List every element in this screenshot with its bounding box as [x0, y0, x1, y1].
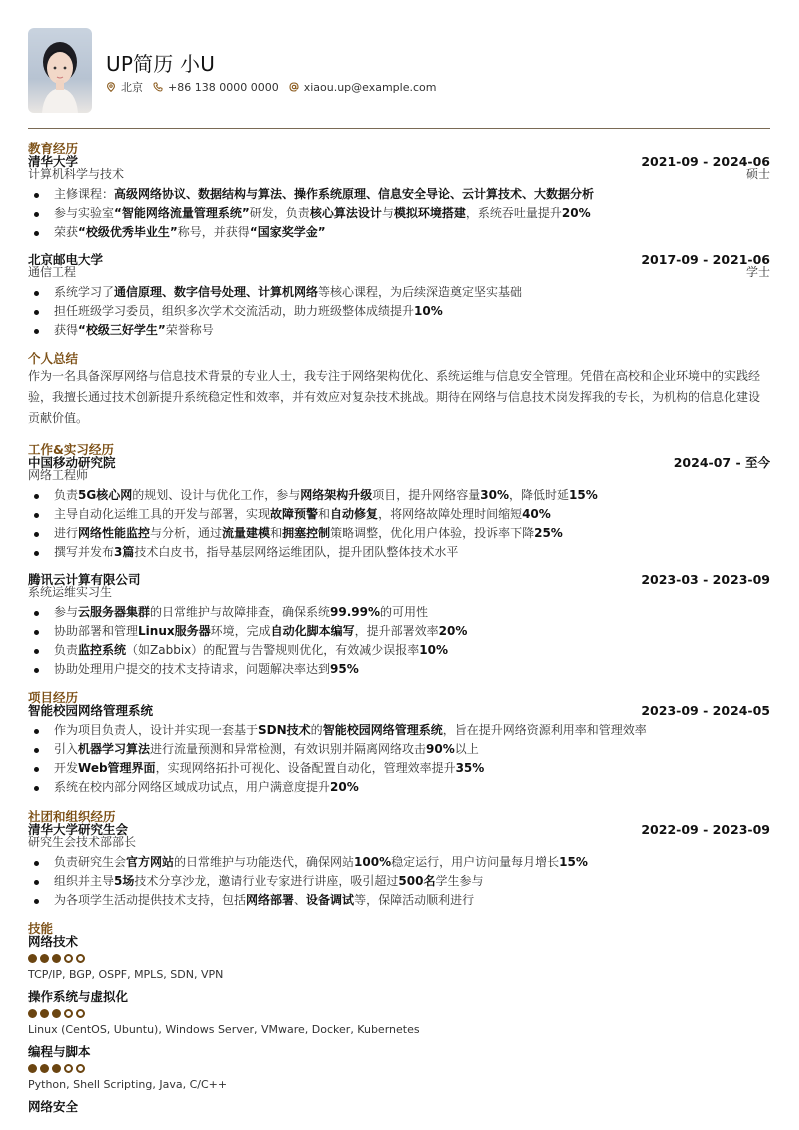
- project-name: 智能校园网络管理系统: [28, 703, 154, 718]
- skill-name: 编程与脚本: [28, 1044, 91, 1059]
- skill-item: [28, 1100, 770, 1114]
- org-entry: [28, 823, 770, 910]
- skill-description: TCP/IP, BGP, OSPF, MPLS, SDN, VPN: [28, 968, 224, 981]
- skill-rating: [28, 1064, 770, 1073]
- rating-dot-filled-icon: [40, 954, 49, 963]
- entry-date: 2024-07 - 至今: [673, 455, 770, 470]
- skill-item: [28, 990, 770, 1037]
- bullet-list: [28, 721, 770, 797]
- bullet-list: [28, 283, 770, 340]
- job-role: 系统运维实习生: [28, 585, 113, 599]
- rating-dot-filled-icon: [40, 1009, 49, 1018]
- phone-text: +86 138 0000 0000: [168, 80, 279, 94]
- list-item: 负责监控系统（如Zabbix）的配置与告警规则优化，有效减少误报率10%: [28, 641, 770, 660]
- section-title: 个人总结: [28, 351, 79, 366]
- entry-date: 2017-09 - 2021-06: [641, 252, 770, 267]
- contact-location: [106, 79, 143, 95]
- rating-dot-filled-icon: [52, 954, 61, 963]
- rating-dot-filled-icon: [40, 1064, 49, 1073]
- projects-section: [28, 691, 770, 797]
- org-name: 清华大学研究生会: [28, 822, 129, 837]
- email-text: xiaou.up@example.com: [303, 80, 437, 94]
- bullet-list: [28, 603, 770, 679]
- work-entry: [28, 573, 770, 679]
- skill-item: [28, 935, 770, 982]
- rating-dot-empty-icon: [64, 1064, 73, 1073]
- rating-dot-empty-icon: [64, 954, 73, 963]
- list-item: 荣获“校级优秀毕业生”称号，并获得“国家奖学金”: [28, 223, 770, 242]
- entry-date: 2023-03 - 2023-09: [641, 572, 770, 587]
- list-item: 参与实验室“智能网络流量管理系统”研发，负责核心算法设计与模拟环境搭建，系统吞吐量提升20%: [28, 204, 770, 223]
- location-pin-icon: [106, 82, 116, 92]
- work-section: [28, 443, 770, 679]
- rating-dot-filled-icon: [52, 1064, 61, 1073]
- company-name: 中国移动研究院: [28, 455, 116, 470]
- section-title: 教育经历: [28, 141, 79, 156]
- contact-phone: [153, 81, 279, 94]
- school-name: 清华大学: [28, 154, 79, 169]
- list-item: 组织并主导5场技术分享沙龙，邀请行业专家进行讲座，吸引超过500名学生参与: [28, 872, 770, 891]
- school-name: 北京邮电大学: [28, 252, 104, 267]
- education-section: [28, 142, 770, 340]
- skill-rating: [28, 954, 770, 963]
- list-item: 负责5G核心网的规划、设计与优化工作，参与网络架构升级项目，提升网络容量30%，降低时延15%: [28, 486, 770, 505]
- bullet-list: [28, 185, 770, 242]
- list-item: 系统在校内部分网络区域成功试点，用户满意度提升20%: [28, 778, 770, 797]
- header-divider: [28, 128, 770, 129]
- list-item: 获得“校级三好学生”荣誉称号: [28, 321, 770, 340]
- list-item: 协助处理用户提交的技术支持请求，问题解决率达到95%: [28, 660, 770, 679]
- list-item: 进行网络性能监控与分析，通过流量建模和拥塞控制策略调整，优化用户体验，投诉率下降25%: [28, 524, 770, 543]
- project-entry: [28, 704, 770, 797]
- major: 计算机科学与技术: [28, 167, 125, 181]
- rating-dot-filled-icon: [28, 1009, 37, 1018]
- list-item: 作为项目负责人，设计并实现一套基于SDN技术的智能校园网络管理系统，旨在提升网络资源利用率和管理效率: [28, 721, 770, 740]
- profile-photo: [28, 28, 92, 113]
- job-role: 网络工程师: [28, 468, 89, 482]
- list-item: 主导自动化运维工具的开发与部署，实现故障预警和自动修复，将网络故障处理时间缩短40%: [28, 505, 770, 524]
- section-title: 社团和组织经历: [28, 809, 116, 824]
- list-item: 为各项学生活动提供技术支持，包括网络部署、设备调试等，保障活动顺利进行: [28, 891, 770, 910]
- skill-item: [28, 1045, 770, 1092]
- candidate-name: UP简历 小U: [106, 52, 216, 76]
- list-item: 参与云服务器集群的日常维护与故障排查，确保系统99.99%的可用性: [28, 603, 770, 622]
- list-item: 担任班级学习委员，组织多次学术交流活动，助力班级整体成绩提升10%: [28, 302, 770, 321]
- list-item: 引入机器学习算法进行流量预测和异常检测，有效识别并隔离网络攻击90%以上: [28, 740, 770, 759]
- rating-dot-filled-icon: [28, 954, 37, 963]
- list-item: 负责研究生会官方网站的日常维护与功能迭代，确保网站100%稳定运行，用户访问量每月增长15%: [28, 853, 770, 872]
- section-title: 技能: [28, 921, 54, 936]
- company-name: 腾讯云计算有限公司: [28, 572, 141, 587]
- rating-dot-empty-icon: [64, 1009, 73, 1018]
- list-item: 开发Web管理界面，实现网络拓扑可视化、设备配置自动化，管理效率提升35%: [28, 759, 770, 778]
- list-item: 系统学习了通信原理、数字信号处理、计算机网络等核心课程，为后续深造奠定坚实基础: [28, 283, 770, 302]
- skill-description: Python, Shell Scripting, Java, C/C++: [28, 1078, 228, 1091]
- rating-dot-filled-icon: [28, 1064, 37, 1073]
- list-item: 主修课程：高级网络协议、数据结构与算法、操作系统原理、信息安全导论、云计算技术、大数据分析: [28, 185, 770, 204]
- resume-page: [28, 0, 770, 1114]
- location-text: 北京: [121, 81, 143, 94]
- list-item: 撰写并发布3篇技术白皮书，指导基层网络运维团队，提升团队整体技术水平: [28, 543, 770, 562]
- contact-email: [289, 81, 437, 94]
- bullet-list: [28, 486, 770, 562]
- entry-date: 2023-09 - 2024-05: [641, 703, 770, 718]
- skill-rating: [28, 1009, 770, 1018]
- summary-text: 作为一名具备深厚网络与信息技术背景的专业人士，我专注于网络架构优化、系统运维与信息安全管理。凭借在高校和企业环境中的实践经验，我擅长通过技术创新提升系统稳定性和效率，并有效应对复杂技术挑战。期待在网络与信息技术岗发挥我的专长，为机构的信息化建设贡献价值。: [28, 369, 761, 425]
- organizations-section: [28, 810, 770, 910]
- section-title: 项目经历: [28, 690, 79, 705]
- contact-info: [106, 79, 440, 95]
- at-sign-icon: [289, 82, 299, 92]
- work-entry: [28, 456, 770, 562]
- list-item: 协助部署和管理Linux服务器环境，完成自动化脚本编写，提升部署效率20%: [28, 622, 770, 641]
- skills-section: [28, 922, 770, 1114]
- phone-icon: [153, 82, 163, 92]
- degree: 硕士: [745, 167, 770, 181]
- skill-name: 网络安全: [28, 1099, 79, 1114]
- rating-dot-empty-icon: [76, 1064, 85, 1073]
- summary-section: [28, 352, 770, 429]
- skill-name: 操作系统与虚拟化: [28, 989, 129, 1004]
- education-entry: [28, 253, 770, 340]
- bullet-list: [28, 853, 770, 910]
- rating-dot-filled-icon: [52, 1009, 61, 1018]
- entry-date: 2021-09 - 2024-06: [641, 154, 770, 169]
- major: 通信工程: [28, 265, 77, 279]
- portrait-image: [28, 28, 92, 113]
- education-entry: [28, 155, 770, 242]
- skill-name: 网络技术: [28, 934, 79, 949]
- resume-header: [28, 0, 770, 129]
- rating-dot-empty-icon: [76, 1009, 85, 1018]
- degree: 学士: [745, 265, 770, 279]
- org-role: 研究生会技术部部长: [28, 835, 137, 849]
- section-title: 工作&实习经历: [28, 442, 114, 457]
- rating-dot-empty-icon: [76, 954, 85, 963]
- skill-description: Linux (CentOS, Ubuntu), Windows Server, VMware, Docker, Kubernetes: [28, 1023, 420, 1036]
- entry-date: 2022-09 - 2023-09: [641, 822, 770, 837]
